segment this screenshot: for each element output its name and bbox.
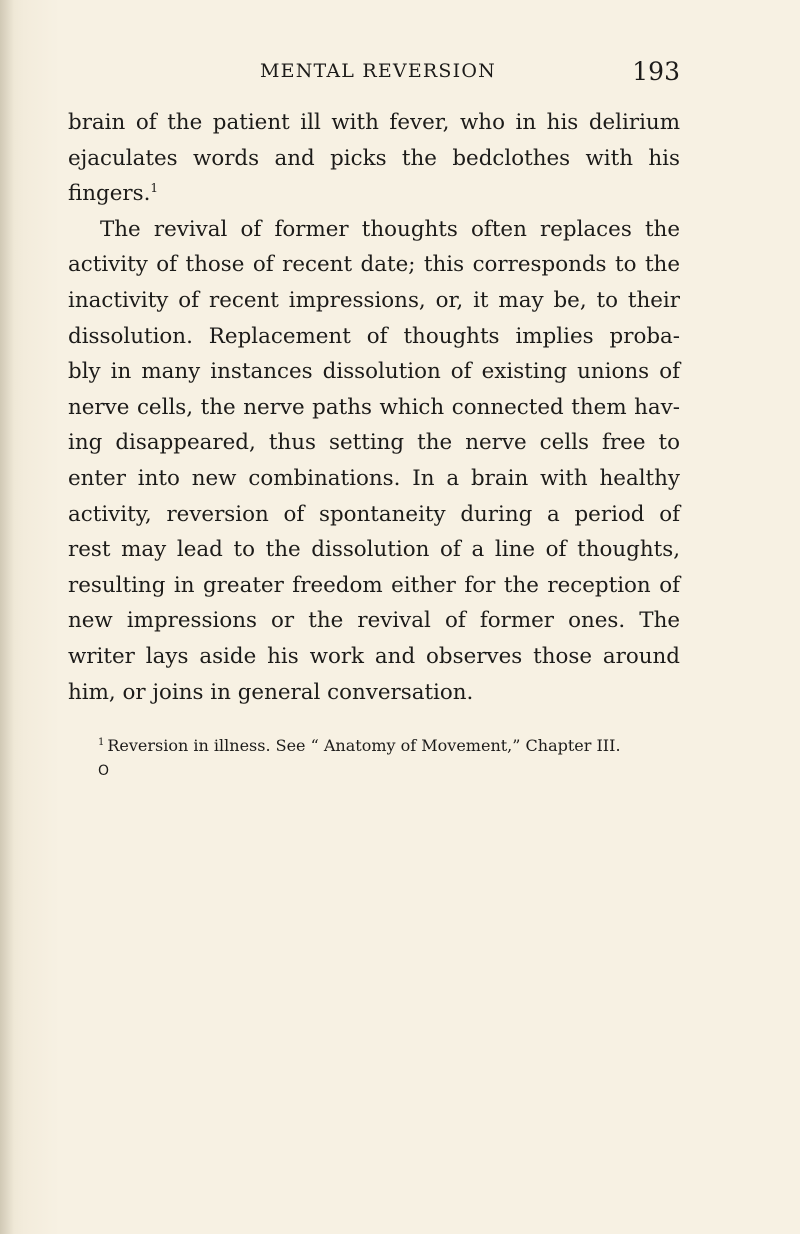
body-text	[68, 105, 680, 710]
text-line: activity of those of recent date; this corresponds to the	[68, 252, 680, 278]
text-line-content: fingers.	[68, 181, 151, 207]
page-number: 193	[632, 57, 680, 86]
binding-shadow	[0, 0, 14, 1234]
paragraph-last-line: him, or joins in general conversation.	[68, 679, 474, 705]
text-line: rest may lead to the dissolution of a line of thoughts,	[68, 537, 680, 563]
footnote-text: Reversion in illness. See “ Anatomy of Movement,” Chapter III.	[107, 736, 621, 755]
footnote-mark: 1	[98, 737, 105, 748]
text-line: brain of the patient ill with fever, who in his delirium	[68, 110, 680, 135]
text-line: activity, reversion of spontaneity during a period of	[68, 501, 680, 527]
text-line: ejaculates words and picks the bedclothes with his	[68, 145, 680, 171]
page-header	[68, 57, 680, 90]
signature-mark: O	[98, 763, 110, 779]
paragraph-first-line: The revival of former thoughts often replaces the	[100, 216, 680, 242]
text-line: writer lays aside his work and observes those around	[68, 643, 680, 669]
text-line	[68, 176, 680, 212]
text-line: dissolution. Replacement of thoughts implies proba-	[68, 323, 680, 349]
text-line: nerve cells, the nerve paths which connected them hav-	[68, 394, 680, 420]
text-line: enter into new combinations. In a brain with healthy	[68, 465, 680, 491]
footnote-reference: 1	[150, 181, 159, 196]
running-head: MENTAL REVERSION	[260, 60, 496, 82]
footnote	[68, 736, 708, 756]
text-line: ing disappeared, thus setting the nerve cells free to	[68, 430, 680, 456]
text-line: inactivity of recent impressions, or, it may be, to their	[68, 287, 680, 313]
text-line: resulting in greater freedom either for the reception of	[68, 572, 680, 598]
text-line: bly in many instances dissolution of existing unions of	[68, 359, 680, 385]
text-line: new impressions or the revival of former ones. The	[68, 608, 680, 634]
